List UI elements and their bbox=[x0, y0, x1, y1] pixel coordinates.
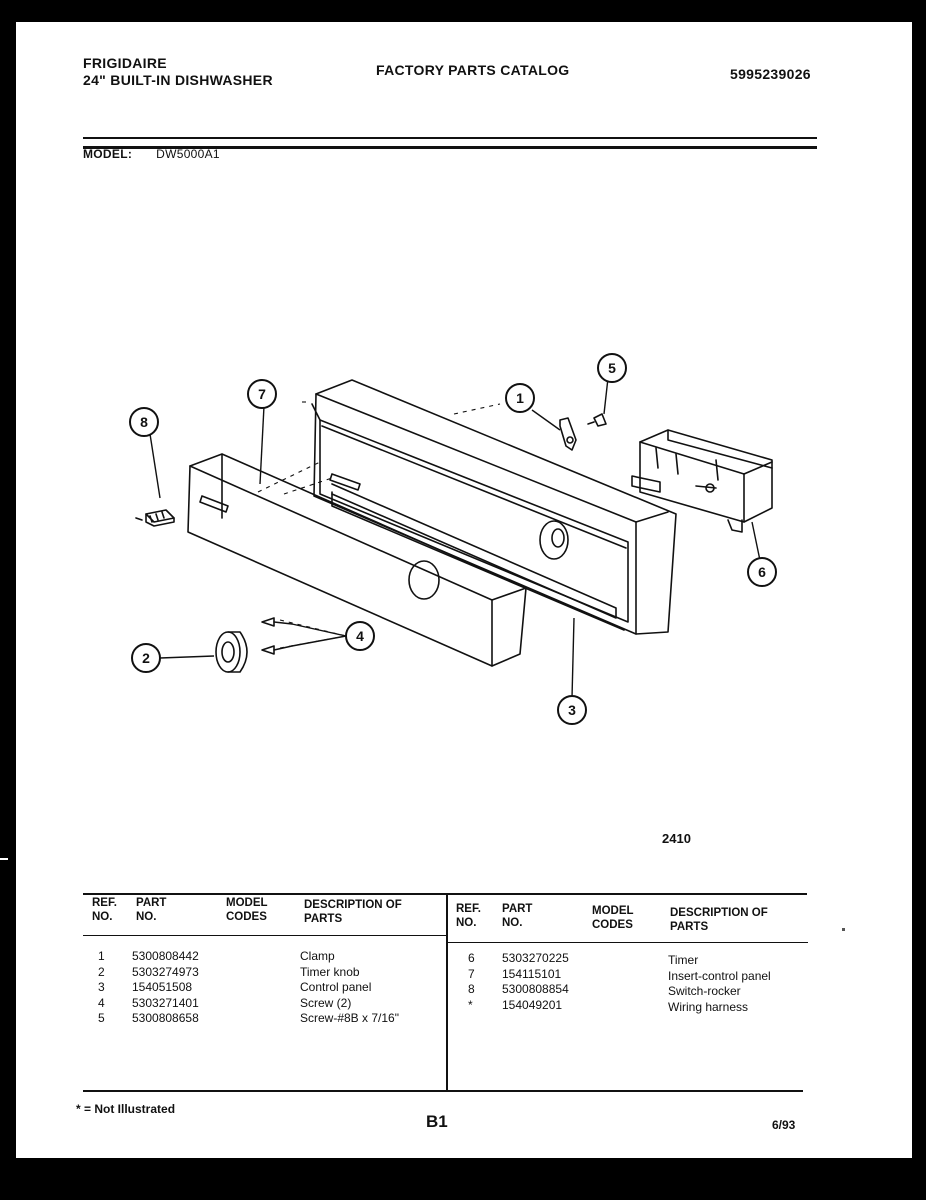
clamp-drawing bbox=[560, 418, 576, 450]
table-row: * bbox=[468, 997, 473, 1012]
part-description: Timer bbox=[668, 953, 699, 967]
product-name: 24" BUILT-IN DISHWASHER bbox=[83, 72, 273, 88]
model-label: MODEL: bbox=[83, 147, 133, 161]
table-row: 6 bbox=[468, 951, 475, 965]
part-number: 154115101 bbox=[502, 966, 562, 981]
right-header-part: PART NO. bbox=[502, 903, 533, 929]
part-description: Timer knob bbox=[300, 964, 360, 979]
part-description: Screw (2) bbox=[300, 995, 352, 1010]
part-description: Control panel bbox=[300, 980, 372, 994]
part-number: 5300808442 bbox=[132, 949, 199, 963]
part-number: 5303271401 bbox=[132, 995, 199, 1010]
table-bottom-rule bbox=[83, 1090, 803, 1092]
catalog-title: FACTORY PARTS CATALOG bbox=[376, 62, 570, 78]
part-description: Clamp bbox=[300, 949, 335, 963]
callout-label-3: 3 bbox=[568, 702, 576, 718]
footnote: * = Not Illustrated bbox=[76, 1102, 176, 1116]
right-desc-column bbox=[668, 952, 771, 1014]
part-description: Wiring harness bbox=[668, 999, 749, 1014]
table-row: 1 bbox=[98, 949, 105, 963]
callout-label-6: 6 bbox=[758, 564, 766, 580]
catalog-page bbox=[16, 22, 912, 1158]
right-header-rule bbox=[448, 942, 808, 943]
page-code: B1 bbox=[426, 1112, 448, 1131]
left-part-column bbox=[132, 948, 199, 1026]
right-header-codes: MODEL CODES bbox=[592, 905, 634, 931]
left-header-ref: REF. NO. bbox=[92, 897, 117, 923]
left-desc-column bbox=[300, 948, 399, 1026]
callout-label-4: 4 bbox=[356, 628, 364, 644]
table-row: 7 bbox=[468, 966, 475, 981]
part-number: 154049201 bbox=[502, 997, 563, 1012]
part-number: 154051508 bbox=[132, 980, 193, 994]
part-number: 5303274973 bbox=[132, 964, 199, 979]
callout-label-1: 1 bbox=[516, 390, 524, 406]
rocker-switch-drawing bbox=[136, 510, 174, 526]
table-row: 2 bbox=[98, 964, 105, 979]
callout-label-2: 2 bbox=[142, 650, 150, 666]
exploded-diagram bbox=[16, 22, 912, 882]
scan-speck bbox=[842, 928, 845, 931]
small-screw-drawing bbox=[588, 414, 606, 426]
left-header-desc: DESCRIPTION OF PARTS bbox=[304, 899, 402, 925]
right-ref-column bbox=[468, 950, 475, 1012]
catalog-number: 5995239026 bbox=[730, 66, 811, 82]
illustration-number: 2410 bbox=[662, 831, 691, 846]
right-header-ref: REF. NO. bbox=[456, 903, 481, 929]
left-header-part: PART NO. bbox=[136, 897, 167, 923]
table-row: 8 bbox=[468, 982, 475, 996]
callout-label-8: 8 bbox=[140, 414, 148, 430]
callout-label-5: 5 bbox=[608, 360, 616, 376]
table-row: 4 bbox=[98, 995, 105, 1010]
screws-drawing bbox=[262, 618, 292, 654]
table-row: 5 bbox=[98, 1011, 105, 1025]
right-part-column bbox=[502, 950, 569, 1012]
table-divider bbox=[446, 893, 448, 1090]
brand-name: FRIGIDAIRE bbox=[83, 55, 167, 71]
part-number: 5303270225 bbox=[502, 951, 569, 965]
part-number: 5300808658 bbox=[132, 1011, 199, 1025]
part-description: Insert-control panel bbox=[668, 968, 771, 983]
left-header-rule bbox=[83, 935, 446, 936]
left-header-codes: MODEL CODES bbox=[226, 897, 268, 923]
callout-label-7: 7 bbox=[258, 386, 266, 402]
part-description: Screw-#8B x 7/16" bbox=[300, 1011, 399, 1025]
part-number: 5300808854 bbox=[502, 982, 569, 996]
left-ref-column bbox=[98, 948, 105, 1026]
edge-mark bbox=[0, 858, 8, 860]
control-panel-drawing bbox=[312, 380, 676, 634]
table-top-rule bbox=[83, 893, 807, 895]
revision-date: 6/93 bbox=[772, 1118, 796, 1132]
model-number: DW5000A1 bbox=[156, 147, 220, 161]
part-description: Switch-rocker bbox=[668, 984, 741, 998]
timer-knob-drawing bbox=[216, 632, 247, 672]
table-row: 3 bbox=[98, 980, 105, 994]
right-header-desc: DESCRIPTION OF PARTS bbox=[670, 907, 768, 933]
